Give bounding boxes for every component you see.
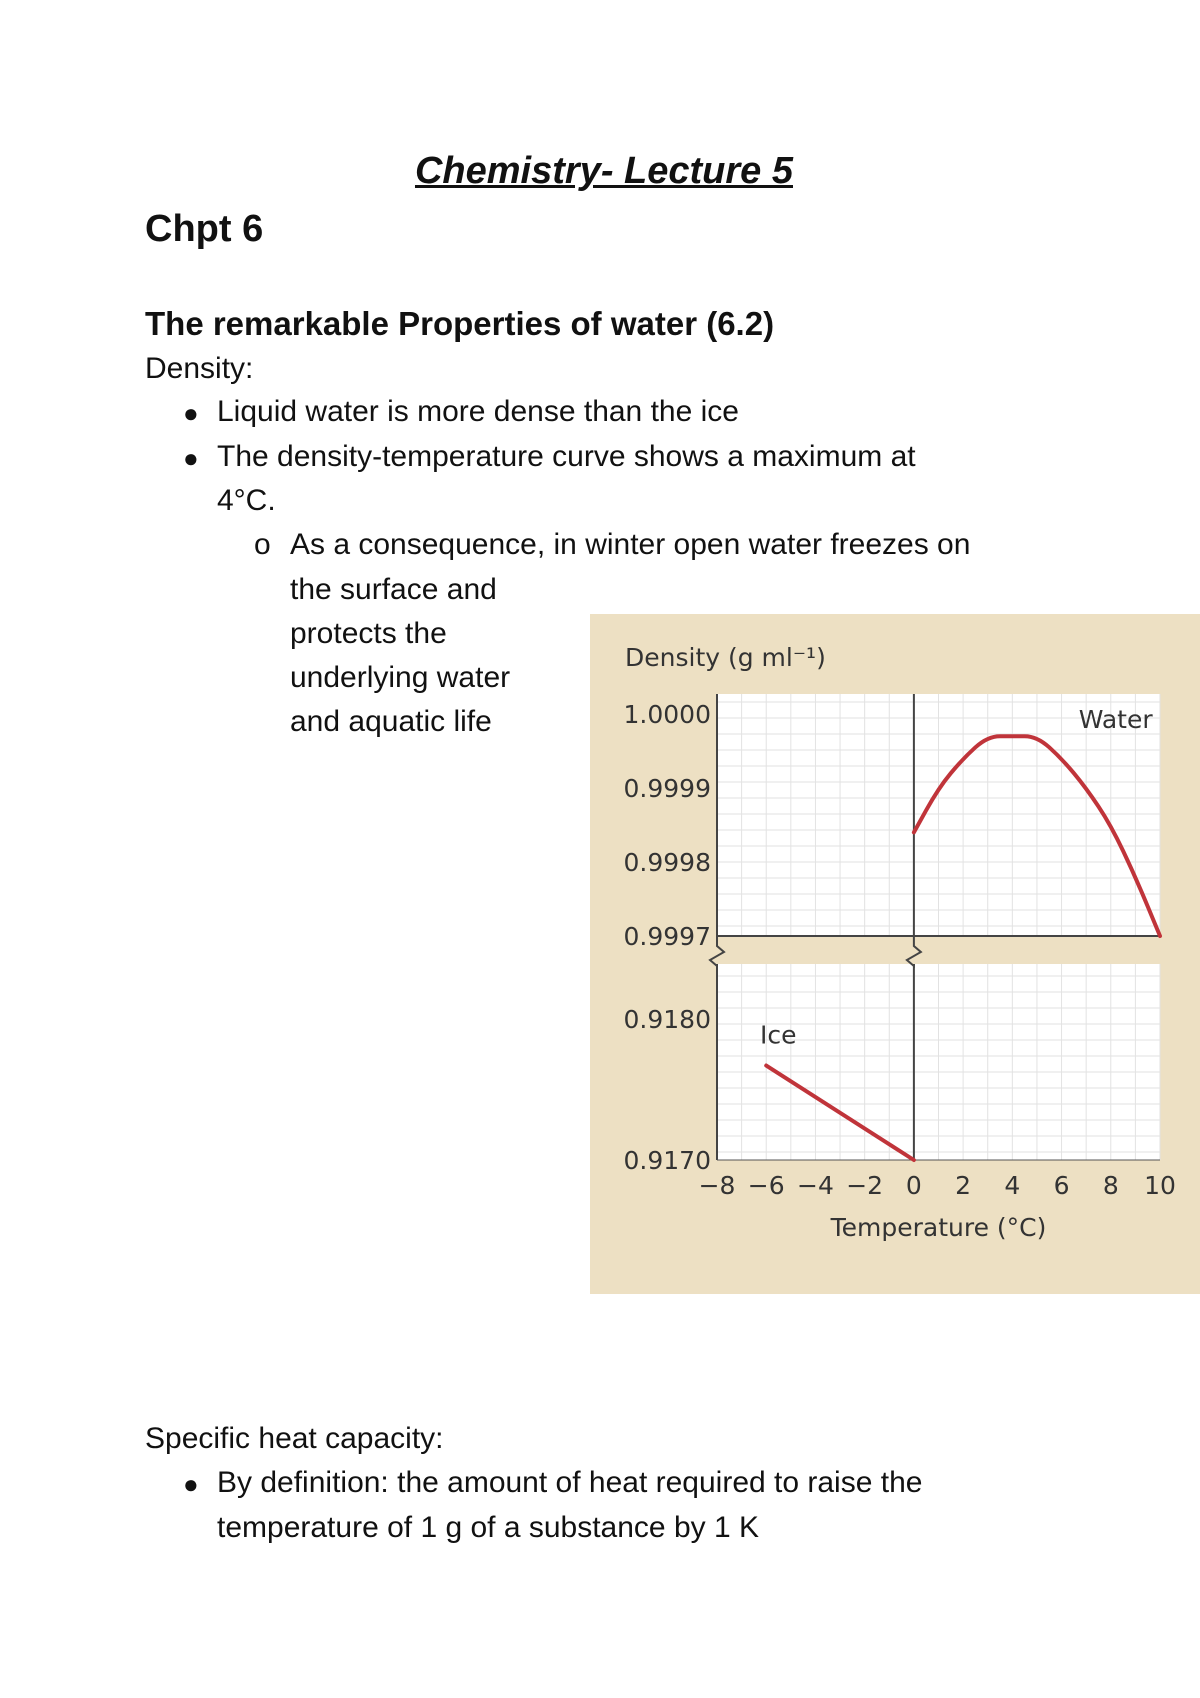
axis-break-icon <box>907 936 921 966</box>
x-tick-label: 10 <box>1144 1171 1176 1200</box>
sub-bullet-line-2: the surface and <box>290 573 497 606</box>
bullet-icon: ● <box>183 398 199 428</box>
density-chart-svg <box>590 614 1200 1294</box>
y-axis-title: Density (g ml⁻¹) <box>625 643 826 672</box>
heat-bullet-line-1: By definition: the amount of heat required to raise the <box>217 1466 923 1499</box>
x-tick-label: −8 <box>698 1171 736 1200</box>
density-bullet-1: Liquid water is more dense than the ice <box>217 395 739 428</box>
x-axis-title: Temperature (°C) <box>830 1213 1047 1242</box>
sub-bullet-line-1: As a consequence, in winter open water freezes on <box>290 528 971 561</box>
lecture-title: Chemistry- Lecture 5 <box>414 150 793 192</box>
density-bullet-2: The density-temperature curve shows a maximum at <box>217 440 916 473</box>
x-tick-label: −4 <box>797 1171 834 1200</box>
x-tick-label: 2 <box>955 1171 972 1200</box>
y-tick-label: 0.9180 <box>623 1005 711 1034</box>
x-tick-label: −6 <box>747 1171 785 1200</box>
axis-break-icon <box>710 936 724 966</box>
y-tick-label: 0.9997 <box>623 922 711 951</box>
y-tick-label: 0.9170 <box>623 1146 711 1175</box>
density-chart <box>590 614 1200 1294</box>
x-tick-label: −2 <box>846 1171 884 1200</box>
sub-bullet-line-5: and aquatic life <box>290 705 492 738</box>
y-tick-label: 0.9998 <box>623 848 711 877</box>
bullet-icon: ● <box>183 443 199 473</box>
heat-capacity-label: Specific heat capacity: <box>145 1422 444 1455</box>
ice-series-label: Ice <box>759 1020 797 1050</box>
water-series-label: Water <box>1078 705 1153 734</box>
x-tick-label: 0 <box>905 1171 922 1200</box>
y-tick-label: 1.0000 <box>623 700 711 729</box>
x-tick-label: 8 <box>1102 1171 1119 1200</box>
sub-bullet-line-4: underlying water <box>290 661 511 694</box>
density-label: Density: <box>145 352 254 385</box>
sub-bullet-line-3: protects the <box>290 617 447 650</box>
density-bullet-2-continued: 4°C. <box>217 484 276 517</box>
x-tick-label: 4 <box>1004 1171 1021 1200</box>
sub-bullet-circle-icon: o <box>254 528 271 561</box>
y-tick-label: 0.9999 <box>623 774 711 803</box>
x-tick-label: 6 <box>1053 1171 1070 1200</box>
heat-bullet-line-2: temperature of 1 g of a substance by 1 K <box>217 1511 759 1544</box>
bullet-icon: ● <box>183 1469 199 1499</box>
chapter-heading: Chpt 6 <box>145 208 264 250</box>
section-heading: The remarkable Properties of water (6.2) <box>145 305 775 342</box>
